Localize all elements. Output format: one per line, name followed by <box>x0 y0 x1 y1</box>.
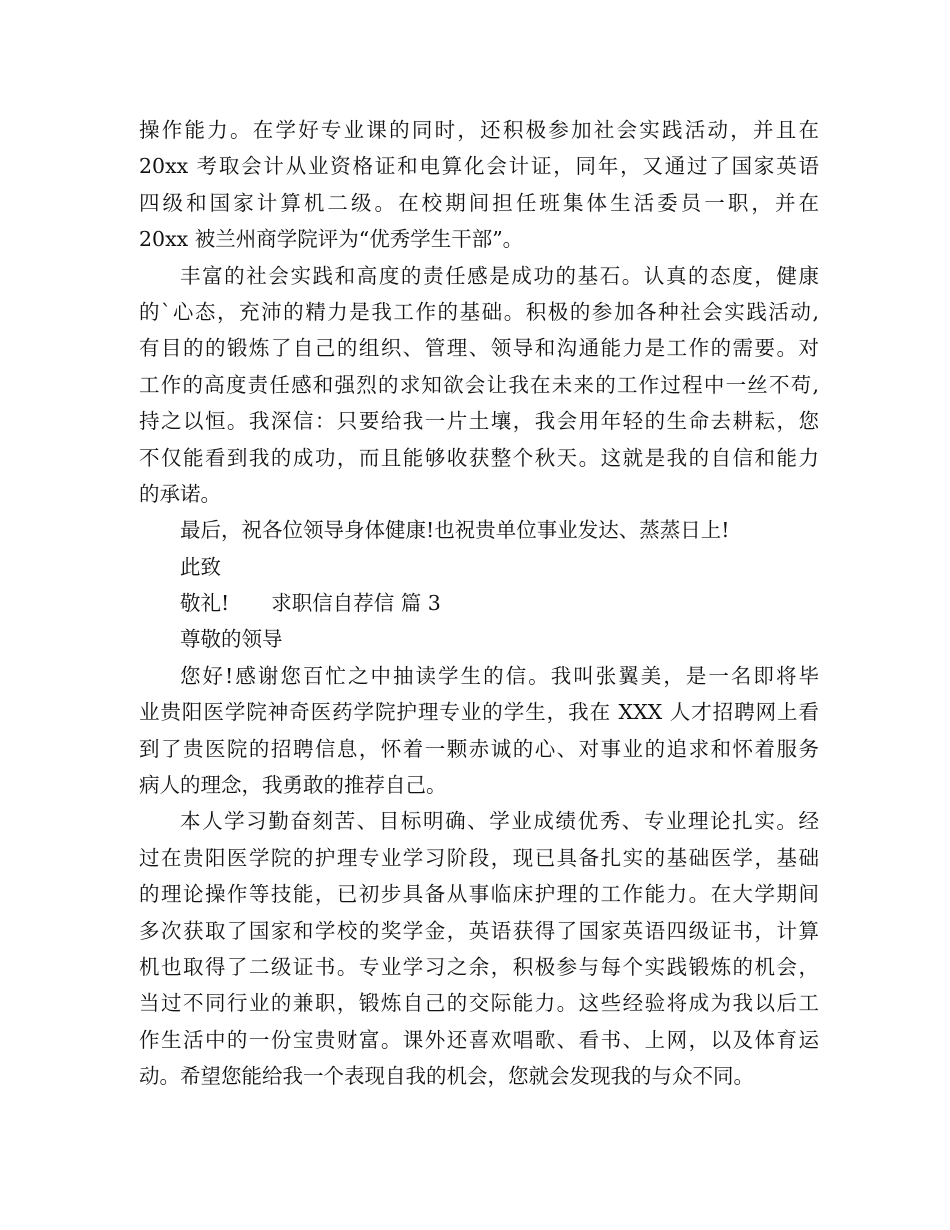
text-line: 的理论操作等技能，已初步具备从事临床护理的工作能力。在大学期间 <box>139 882 819 907</box>
text-line: 持之以恒。我深信：只要给我一片土壤，我会用年轻的生命去耕耘，您 <box>139 409 819 434</box>
greeting-line: 尊敬的领导 <box>180 627 283 652</box>
salutation-cizhi: 此致 <box>180 554 221 579</box>
text-line: 病人的理念，我勇敢的推荐自己。 <box>139 773 447 798</box>
text-line: 工作的高度责任感和强烈的求知欲会让我在未来的工作过程中一丝不苟, <box>139 372 819 397</box>
text-line: 四级和国家计算机二级。在校期间担任班集体生活委员一职，并在 <box>139 190 819 215</box>
text-line: 20xx 考取会计从业资格证和电算化会计证，同年，又通过了国家英语 <box>139 154 819 179</box>
paragraph-start-line: 您好!感谢您百忙之中抽读学生的信。我叫张翼美，是一名即将毕 <box>180 663 819 688</box>
text-line: 操作能力。在学好专业课的同时，还积极参加社会实践活动，并且在 <box>139 118 819 142</box>
paragraph-start-line: 本人学习勤奋刻苦、目标明确、学业成绩优秀、专业理论扎实。经 <box>180 809 819 834</box>
paragraph-start-line: 丰富的社会实践和高度的责任感是成功的基石。认真的态度，健康 <box>180 263 819 288</box>
document-body <box>139 112 819 1095</box>
text-line: 到了贵医院的招聘信息，怀着一颗赤诚的心、对事业的追求和怀着服务 <box>139 736 819 761</box>
text-line: 动。希望您能给我一个表现自我的机会，您就会发现我的与众不同。 <box>139 1064 754 1089</box>
text-line: 业贵阳医学院神奇医药学院护理专业的学生，我在 XXX 人才招聘网上看 <box>139 700 819 725</box>
text-line: 有目的的锻炼了自己的组织、管理、领导和沟通能力是工作的需要。对 <box>139 336 819 361</box>
text-line: 不仅能看到我的成功，而且能够收获整个秋天。这就是我的自信和能力 <box>139 445 819 470</box>
salutation-jingli: 敬礼! <box>180 591 230 616</box>
text-line: 20xx 被兰州商学院评为“优秀学生干部”。 <box>139 227 524 252</box>
section-heading: 求职信自荐信 篇 3 <box>271 591 441 616</box>
salutation-jingli-line <box>139 585 819 621</box>
text-line: 多次获取了国家和学校的奖学金，英语获得了国家英语四级证书，计算 <box>139 918 819 943</box>
text-line: 作生活中的一份宝贵财富。课外还喜欢唱歌、看书、上网，以及体育运 <box>139 1027 819 1052</box>
text-line: 的`心态，充沛的精力是我工作的基础。积极的参加各种社会实践活动, <box>139 299 819 324</box>
closing-wishes-line: 最后，祝各位领导身体健康!也祝贵单位事业发达、蒸蒸日上! <box>180 518 730 543</box>
text-line: 过在贵阳医学院的护理专业学习阶段，现已具备扎实的基础医学，基础 <box>139 845 819 870</box>
text-line: 当过不同行业的兼职，锻炼自己的交际能力。这些经验将成为我以后工 <box>139 991 819 1016</box>
text-line: 机也取得了二级证书。专业学习之余，积极参与每个实践锻炼的机会， <box>139 954 819 979</box>
text-line: 的承诺。 <box>139 481 221 506</box>
